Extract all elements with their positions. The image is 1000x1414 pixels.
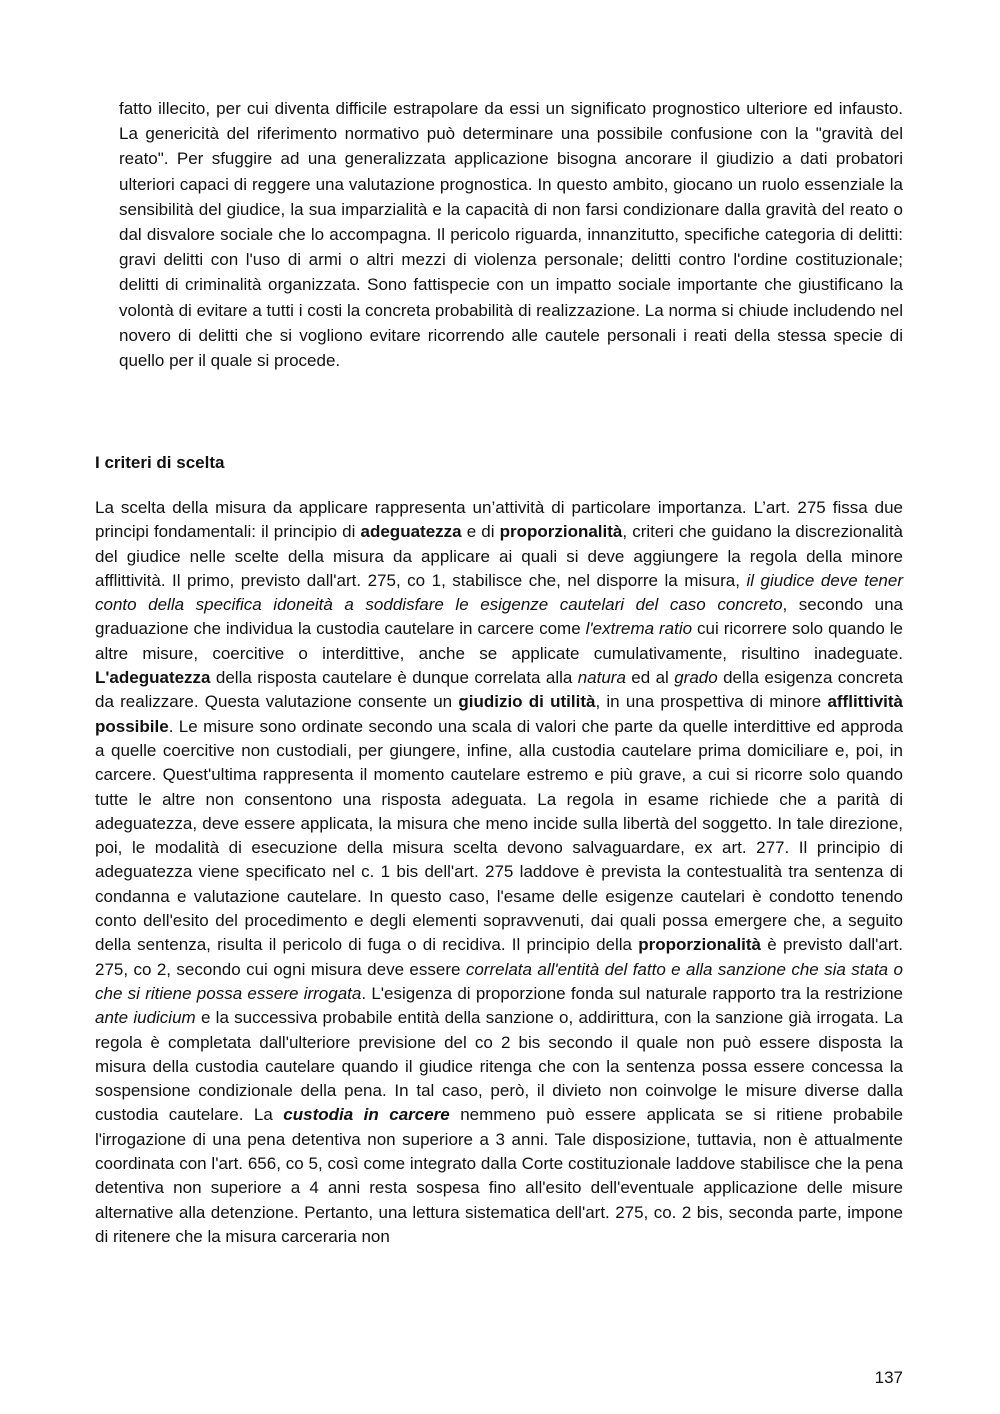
section-heading: I criteri di scelta [95, 453, 225, 472]
text-run: e la successiva probabile entità della sanzione o, addirittura, con la sanzione già irrogata. La regola è completata dall'ulteriore previsione del co 2 bis secondo il quale non può essere disposta la misura della custodia cautelare quando il giudice ritenga che con la sentenza possa essere concessa la sospensione condizionale della pena. In tal caso, però, il divieto non coinvolge le misure diverse dalla custodia cautelare. La [95, 1008, 903, 1125]
text-run: cui ricorrere solo quando le altre misure, coercitive o interdittive, anche se applicate cumulativamente, risultino inadeguate. [95, 619, 903, 663]
bold-italic-term [283, 1105, 449, 1124]
text-run: è previsto dall'art. 275, co 2, secondo cui ogni misura deve essere [95, 935, 903, 979]
italic-term: natura [577, 668, 626, 688]
text-run: nemmeno può essere applicata se si ritiene probabile l'irrogazione di una pena detentiva non superiore a 3 anni. Tale disposizione, tuttavia, non è attualmente coordinata con l'art. 656, co 5, così come integrato dalla Corte costituzionale laddove stabilisce che la pena detentiva non superiore a 4 anni resta sospesa fino all'esito dell'eventuale applicazione delle misure alternative alla detenzione. Pertanto, una lettura sistematica dell'art. 275, co. 2 bis, seconda parte, impone di ritenere che la misura carceraria non [95, 1105, 903, 1246]
text-run: della esigenza concreta da realizzare. Questa valutazione consente un [95, 668, 903, 712]
italic-term: grado [674, 668, 718, 688]
text-run: , criteri che guidano la discrezionalità del giudice nelle scelte della misura da applicare ai quali si deve aggiungere la regola della minore afflittività. Il primo, previsto dall'art. 275, co 1, stabilisce che, nel disporre la misura, [95, 522, 904, 590]
section-body-paragraph [95, 496, 903, 1249]
text-run: . Le misure sono ordinate secondo una scala di valori che parte da quelle interdittive ed approda a quelle coercitive non custodiali, per giungere, infine, alla custodia cautelare prima domiciliare e, poi, in carcere. Quest'ultima rappresenta il momento cautelare estremo e più grave, a cui si ricorre solo quando tutte le altre non consentono una risposta adeguata. La regola in esame richiede che a parità di adeguatezza, deve essere applicata, la misura che meno incide sulla libertà del soggetto. In tale direzione, poi, le modalità di esecuzione della misura scelta devono salvaguardare, ex art. 277. Il principio di adeguatezza viene specificato nel c. 1 bis dell'art. 275 laddove è prevista la contestualità tra sentenza di condanna e valutazione cautelare. In questo caso, l'esame delle esigenze cautelari è condotto tenendo conto dell'esito del procedimento e degli elementi sopravvenuti, dai quali possa emergere che, a seguito della sentenza, risulta il pericolo di fuga o di recidiva. Il principio della [95, 716, 903, 955]
italic-term: l'extrema ratio [585, 619, 693, 639]
text-run: , secondo una graduazione che individua la custodia cautelare in carcere come [95, 595, 904, 639]
bold-italic-text: custodia in carcere [283, 1105, 450, 1125]
text-run: e di [461, 522, 500, 542]
text-run: ed al [625, 668, 675, 688]
bold-term: proporzionalità [638, 935, 762, 955]
italic-term: ante iudicium [95, 1008, 196, 1028]
bold-term: afflittività possibile [95, 692, 903, 736]
bold-term: adeguatezza [360, 522, 462, 542]
text-run: , in una prospettiva di minore [595, 692, 828, 712]
page-number: 137 [874, 1368, 903, 1387]
text-run: della risposta cautelare è dunque correlata alla [210, 668, 578, 688]
bold-term: giudizio di utilità [458, 692, 596, 712]
italic-quote: il giudice deve tener conto della specifica idoneità a soddisfare le esigenze cautelari del caso concreto [95, 570, 903, 615]
bold-term: L'adeguatezza [95, 668, 211, 688]
bold-term: proporzionalità [499, 522, 623, 542]
continuation-paragraph: fatto illecito, per cui diventa difficile estrapolare da essi un significato prognostico ulteriore ed infausto. La genericità del riferimento normativo può determinare una possibile confusione con la "gravità del reato". Per sfuggire ad una generalizzata applicazione bisogna ancorare il giudizio a dati probatori ulteriori capaci di reggere una valutazione prognostica. In questo ambito, giocano un ruolo essenziale la sensibilità del giudice, la sua imparzialità e la capacità di non farsi condizionare dalla gravità del reato o dal disvalore sociale che lo accompagna. Il pericolo riguarda, innanzitutto, specifiche categoria di delitti: gravi delitti con l'uso di armi o altri mezzi di violenza personale; delitti contro l'ordine costituzionale; delitti di criminalità organizzata. Sono fattispecie con un impatto sociale importante che giustificano la volontà di evitare a tutti i costi la concreta probabilità di realizzazione. La norma si chiude includendo nel novero di delitti che si vogliono evitare ricorrendo alle cautele personali i reati della stessa specie di quello per il quale si procede. [119, 99, 903, 371]
italic-quote: correlata all'entità del fatto e alla sanzione che sia stata o che si ritiene possa essere irrogata [95, 959, 903, 1003]
text-run: . L'esigenza di proporzione fonda sul naturale rapporto tra la restrizione [361, 983, 903, 1003]
text-run: La scelta della misura da applicare rappresenta un’attività di particolare importanza. L’art. 275 fissa due principi fondamentali: il principio di [95, 498, 903, 542]
